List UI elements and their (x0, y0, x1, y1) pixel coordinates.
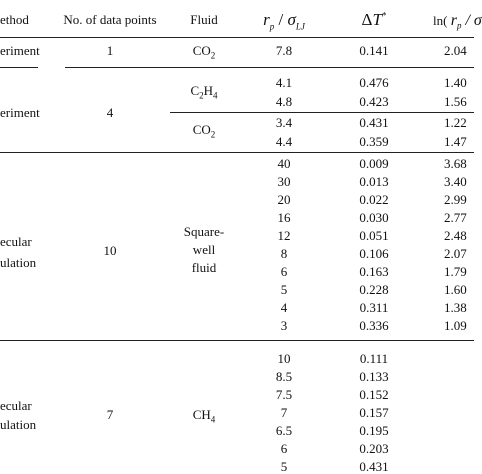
points-cell: 7 (106, 407, 114, 422)
rp-cell: 10 (277, 351, 291, 366)
dt-cell: 0.195 (359, 423, 389, 438)
dt-cell: 0.423 (359, 94, 389, 109)
method-cell: ulation (0, 417, 37, 432)
dt-cell: 0.311 (359, 300, 389, 315)
rule-subgroup (170, 112, 474, 113)
ln-cell: 1.38 (444, 300, 467, 315)
dt-cell: 0.152 (359, 387, 389, 402)
dt-cell: 0.133 (359, 369, 389, 384)
method-cell: eriment (0, 43, 40, 58)
dt-cell: 0.141 (359, 43, 389, 58)
dt-cell: 0.030 (359, 210, 389, 225)
rp-cell: 3 (280, 318, 288, 333)
dt-cell: 0.431 (359, 115, 389, 130)
rule-group-0b (65, 67, 474, 68)
dt-cell: 0.157 (359, 405, 389, 420)
dt-cell: 0.111 (359, 351, 389, 366)
method-cell: ulation (0, 255, 37, 270)
rp-cell: 7.8 (275, 43, 293, 58)
ln-cell: 1.09 (444, 318, 467, 333)
header-data-points: No. of data points (63, 12, 157, 27)
rp-cell: 4.1 (275, 75, 293, 90)
dt-cell: 0.431 (359, 459, 389, 474)
points-cell: 10 (103, 243, 117, 258)
rp-cell: 7 (280, 405, 288, 420)
ln-cell: 1.79 (444, 264, 467, 279)
rp-cell: 8.5 (275, 369, 293, 384)
dt-cell: 0.106 (359, 246, 389, 261)
rule-header (0, 37, 474, 38)
header-fluid: Fluid (190, 12, 218, 27)
rp-cell: 3.4 (275, 115, 293, 130)
ln-cell: 1.56 (444, 94, 467, 109)
rp-cell: 30 (277, 174, 291, 189)
fluid-cell: $CO_2$ (192, 122, 216, 140)
fluid-cell: Square- (183, 224, 225, 239)
method-cell: eriment (0, 105, 40, 120)
rule-group-0 (0, 67, 38, 68)
rp-cell: 6 (280, 441, 288, 456)
rp-cell: 6.5 (275, 423, 293, 438)
rp-cell: 20 (277, 192, 291, 207)
rp-cell: 12 (277, 228, 291, 243)
dt-cell: 0.163 (359, 264, 389, 279)
dt-cell: 0.013 (359, 174, 389, 189)
ln-cell: 1.22 (444, 115, 467, 130)
rule-group-1 (0, 152, 474, 153)
dt-cell: 0.009 (359, 156, 389, 171)
ln-cell: 1.40 (444, 75, 467, 90)
ln-cell: 2.07 (444, 246, 467, 261)
fluid-cell: $CO_2$ (192, 43, 216, 61)
rp-cell: 7.5 (275, 387, 293, 402)
rp-cell: 16 (277, 210, 291, 225)
dt-cell: 0.022 (359, 192, 389, 207)
ln-cell: 1.60 (444, 282, 467, 297)
ln-cell: 2.04 (444, 43, 467, 58)
rp-cell: 5 (280, 459, 288, 474)
rp-cell: 4 (280, 300, 288, 315)
points-cell: 4 (106, 105, 114, 120)
rule-group-2 (0, 340, 474, 341)
rp-cell: 4.8 (275, 94, 293, 109)
points-cell: 1 (106, 43, 114, 58)
method-cell: ecular (0, 398, 32, 413)
rp-cell: 6 (280, 264, 288, 279)
rp-cell: 8 (280, 246, 288, 261)
fluid-cell: well (192, 242, 216, 257)
header-ln-rp: ln( $r_p$ / σ (433, 12, 482, 31)
fluid-cell: fluid (191, 260, 217, 275)
dt-cell: 0.476 (359, 75, 389, 90)
rp-cell: 4.4 (275, 134, 293, 149)
ln-cell: 2.99 (444, 192, 467, 207)
ln-cell: 3.68 (444, 156, 467, 171)
ln-cell: 2.77 (444, 210, 467, 225)
ln-cell: 2.48 (444, 228, 467, 243)
dt-cell: 0.051 (359, 228, 389, 243)
ln-cell: 1.47 (444, 134, 467, 149)
dt-cell: 0.203 (359, 441, 389, 456)
ln-cell: 3.40 (444, 174, 467, 189)
header-method: ethod (0, 12, 29, 27)
header-delta-t: ΔT* (361, 10, 387, 29)
method-cell: ecular (0, 234, 32, 249)
dt-cell: 0.359 (359, 134, 389, 149)
rp-cell: 40 (277, 156, 291, 171)
dt-cell: 0.336 (359, 318, 389, 333)
header-rp-sigma: $r_p / \sigma_{LJ}$ (263, 10, 305, 32)
fluid-cell: $C_2H_4$ (190, 83, 218, 101)
rp-cell: 5 (280, 282, 288, 297)
dt-cell: 0.228 (359, 282, 389, 297)
fluid-cell: $CH_4$ (192, 407, 216, 425)
